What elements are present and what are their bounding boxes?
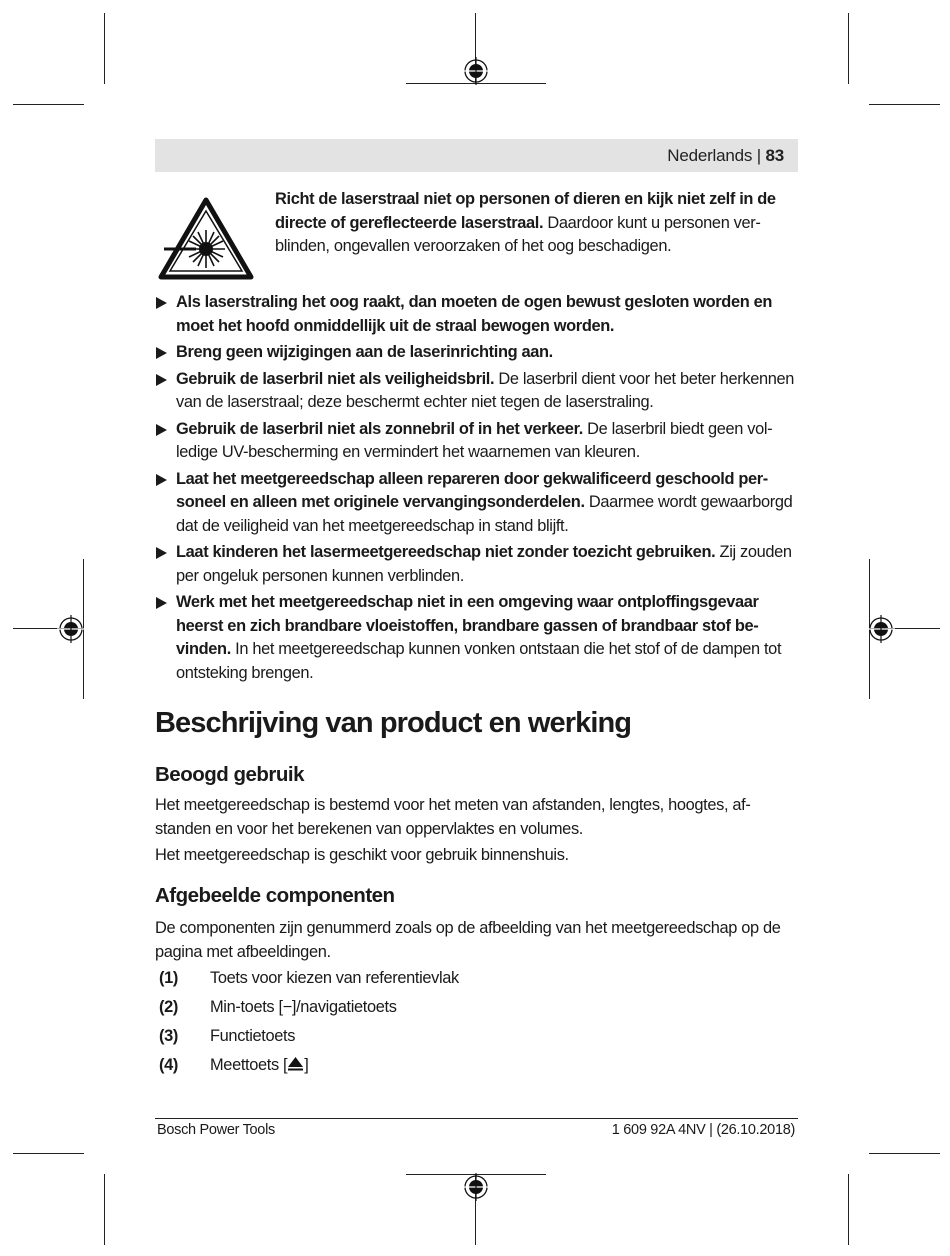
crop-mark [869, 104, 940, 105]
bullet-normal: De laserbril dient voor het beter herkennen van de laserstraal; deze beschermt echter niet tegen de laserstraling. [176, 369, 795, 411]
list-item [155, 418, 800, 465]
list-item [155, 368, 800, 415]
bullet-normal: De laserbril biedt geen volledige UV-bescherming en vermindert het waarnemen van kleuren. [176, 419, 773, 461]
header-separator: | [756, 146, 761, 165]
header-text [667, 146, 784, 166]
component-label: Meettoets [ [210, 1056, 288, 1074]
bullet-bold: Breng geen wijzigingen aan de laserinrichting aan. [176, 343, 553, 361]
list-item [155, 996, 795, 1025]
header-language: Nederlands [667, 146, 753, 165]
page-header [155, 139, 798, 172]
component-label: Functietoets [210, 1027, 296, 1045]
components-heading: Afgebeelde componenten [155, 884, 395, 907]
list-item [155, 591, 800, 685]
footer-brand: Bosch Power Tools [157, 1122, 275, 1138]
indoor-use-paragraph: Het meetgereedschap is geschikt voor gebruik binnenshuis. [155, 846, 569, 864]
crop-mark [848, 13, 849, 84]
footer-rule [155, 1118, 798, 1119]
component-label-end: ] [304, 1056, 309, 1074]
crop-mark [848, 1174, 849, 1245]
bullet-triangle-icon [156, 424, 167, 436]
bullet-bold: Laat kinderen het lasermeetgereedschap niet zonder toezicht gebruiken. [176, 543, 716, 561]
registration-mark-icon [462, 1173, 490, 1201]
component-label: Min-toets [−]/navigatietoets [210, 998, 397, 1016]
component-number: (1) [159, 969, 178, 987]
section-title: Beschrijving van product en werking [155, 707, 632, 739]
component-list [155, 967, 795, 1083]
intended-use-paragraph: Het meetgereedschap is bestemd voor het meten van afstanden, lengtes, hoogtes, afstanden en voor het berekenen van oppervlaktes en volumes. [155, 796, 751, 838]
list-item [155, 468, 800, 539]
bullet-normal: Zij zouden per ongeluk personen kunnen verblinden. [176, 543, 792, 585]
bullet-bold: Laat het meetgereedschap alleen repareren door gekwalificeerd geschoold personeel en alleen met originele vervangingsonderdelen. [176, 469, 769, 511]
measure-triangle-icon [287, 1056, 304, 1071]
bullet-normal: In het meetgereedschap kunnen vonken ontstaan die het stof of de dampen tot ontsteking brengen. [176, 640, 782, 682]
registration-mark-icon [867, 615, 895, 643]
bullet-normal: Daarmee wordt gewaarborgd dat de veiligheid van het meetgereedschap in stand blijft. [176, 493, 793, 535]
list-item [155, 541, 800, 588]
component-number: (2) [159, 998, 178, 1016]
list-item [155, 1054, 795, 1083]
component-number: (3) [159, 1027, 178, 1045]
crop-mark [869, 1153, 940, 1154]
bullet-bold: Als laserstraling het oog raakt, dan moeten de ogen bewust gesloten worden en moet het hoofd onmiddellijk uit de straal bewogen worden. [176, 293, 773, 335]
bullet-triangle-icon [156, 297, 167, 309]
component-number: (4) [159, 1056, 178, 1074]
crop-mark [104, 13, 105, 84]
list-item [155, 341, 800, 365]
bullet-triangle-icon [156, 347, 167, 359]
registration-mark-icon [57, 615, 85, 643]
bullet-bold: Gebruik de laserbril niet als zonnebril of in het verkeer. [176, 419, 583, 438]
registration-mark-icon [462, 57, 490, 85]
components-intro: De componenten zijn genummerd zoals op de afbeelding van het meetgereedschap op de pagina met afbeeldingen. [155, 919, 781, 961]
laser-warning-text [275, 188, 800, 259]
bullet-bold: Werk met het meetgereedschap niet in een omgeving waar ontploffingsgevaar heerst en zich brandbare vloeistoffen, brandbare gassen of brandbaar stof bevinden. [176, 593, 759, 658]
footer-doc-number: 1 609 92A 4NV | (26.10.2018) [611, 1122, 795, 1138]
laser-warning-icon [158, 197, 254, 281]
intended-use-heading: Beoogd gebruik [155, 763, 305, 786]
bullet-triangle-icon [156, 597, 167, 609]
component-label: Toets voor kiezen van referentievlak [210, 969, 459, 987]
crop-mark [104, 1174, 105, 1245]
bullet-triangle-icon [156, 474, 167, 486]
component-label-wrap [210, 1056, 308, 1075]
list-item [155, 967, 795, 996]
warning-bold: Richt de laserstraal niet op personen of dieren en kijk niet zelf in de directe of gereflecteerde laserstraal. [275, 190, 776, 232]
bullet-bold: Gebruik de laserbril niet als veiligheidsbril. [176, 369, 495, 388]
bullet-triangle-icon [156, 547, 167, 559]
crop-mark [13, 104, 84, 105]
bullet-triangle-icon [156, 374, 167, 386]
list-item [155, 291, 800, 338]
safety-bullet-list [155, 291, 800, 688]
crop-mark [13, 1153, 84, 1154]
warning-normal: Daardoor kunt u personen verblinden, ongevallen veroorzaken of het oog beschadigen. [275, 213, 761, 255]
list-item [155, 1025, 795, 1054]
page-number: 83 [765, 146, 784, 165]
